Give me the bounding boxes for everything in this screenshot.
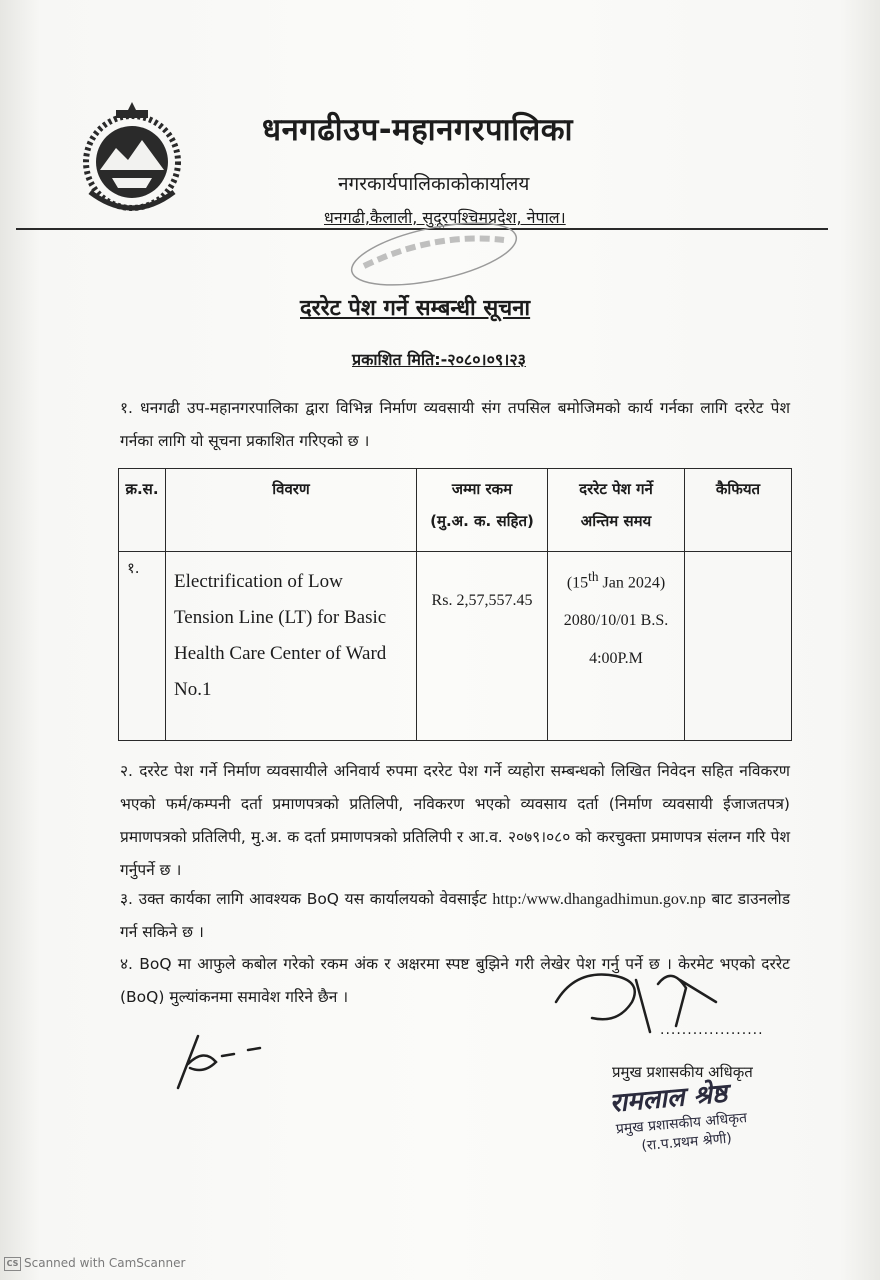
- stamp-designation: प्रमुख प्रशासकीय अधिकृत: [615, 1110, 748, 1138]
- signature-line: ...................: [660, 1022, 764, 1038]
- header-amount-line1: जम्मा रकम: [451, 480, 513, 498]
- government-emblem-icon: [76, 100, 188, 218]
- paragraph-4: ४. BoQ मा आफुले कबोल गरेको रकम अंक र अक्षरमा स्पष्ट बुझिने गरी लेखेर पेश गर्नु पर्ने छ । केरमेट भएको दररेट (BoQ) मुल्यांकनमा समावेश गरिने छैन ।: [120, 955, 790, 1006]
- header-deadline: [548, 469, 685, 552]
- header-remarks: कैफियत: [685, 469, 792, 552]
- stamp-officer-name: रामलाल श्रेष्ठ: [608, 1078, 729, 1119]
- officer-name-stamp: [608, 1068, 794, 1157]
- camscanner-logo-icon: CS: [4, 1257, 21, 1271]
- description-line: Electrification of Low: [174, 571, 343, 592]
- organization-name: धनगढीउप-महानगरपालिका: [262, 112, 574, 148]
- stamp-class: (रा.प.प्रथम श्रेणी): [640, 1130, 733, 1155]
- initial-signature-mark: [164, 1028, 274, 1094]
- office-address: धनगढी,कैलाली, सुदूरपश्चिमप्रदेश, नेपाल।: [324, 208, 566, 227]
- office-name: नगरकार्यपालिकाकोकार्यालय: [338, 173, 530, 195]
- deadline-ad: (15th Jan 2024): [566, 569, 666, 592]
- description-line: Tension Line (LT) for Basic: [174, 607, 387, 628]
- header-sn: क्र.स.: [119, 469, 166, 552]
- header-deadline-line1: दररेट पेश गर्ने: [579, 480, 653, 498]
- description-line: Health Care Center of Ward: [174, 643, 387, 664]
- tender-table: [118, 468, 792, 741]
- description-line: No.1: [174, 679, 212, 700]
- paragraph-2: २. दररेट पेश गर्ने निर्माण व्यवसायीले अनिवार्य रुपमा दररेट पेश गर्ने व्यहोरा सम्बन्धको लिखित निवेदन सहित नविकरण भएको फर्म/कम्पनी दर्ता प्रमाणपत्रको प्रतिलिपी, नविकरण भएको व्यवसाय दर्ता (निर्माण व्यवसायी ईजाजतपत्र) प्रमाणपत्रको प्रतिलिपी, मु.अ. क दर्ता प्रमाणपत्रको प्रतिलिपी र आ.व. २०७९।०८० को करचुक्ता प्रमाणपत्र संलग्न गरि पेश गर्नुपर्ने छ ।: [120, 762, 790, 879]
- cell-amount: [417, 552, 548, 741]
- cell-sn: १.: [119, 552, 166, 741]
- table-header-row: [119, 469, 792, 552]
- scanner-watermark: [4, 1256, 185, 1271]
- deadline-time: 4:00P.M: [589, 650, 643, 668]
- scanner-text: Scanned with CamScanner: [24, 1256, 186, 1270]
- header-deadline-line2: अन्तिम समय: [580, 512, 652, 530]
- deadline-bs: 2080/10/01 B.S.: [563, 612, 669, 630]
- amount-value: Rs. 2,57,557.45: [431, 592, 533, 609]
- table-row: [119, 552, 792, 741]
- cell-deadline: [548, 552, 685, 741]
- cell-description: [166, 552, 417, 741]
- boq-website-link[interactable]: http:/www.dhangadhimun.gov.np: [492, 891, 706, 908]
- office-stamp-mark: [344, 222, 524, 286]
- header-description: विवरण: [166, 469, 417, 552]
- notice-title: दररेट पेश गर्ने सम्बन्धी सूचना: [300, 296, 531, 321]
- header-amount-line2: (मु.अ. क. सहित): [430, 512, 534, 530]
- signatory-title: प्रमुख प्रशासकीय अधिकृत: [612, 1063, 753, 1081]
- paragraph-1: १. धनगढी उप-महानगरपालिका द्वारा विभिन्न निर्माण व्यवसायी संग तपसिल बमोजिमको कार्य गर्नका लागि दररेट पेश गर्नका लागि यो सूचना प्रकाशित गरिएको छ ।: [120, 399, 790, 450]
- header-amount: [417, 469, 548, 552]
- cell-remarks: [685, 552, 792, 741]
- published-date: प्रकाशित मिति:-२०८०।०९।२३: [352, 350, 526, 369]
- paragraph-3: ३. उक्त कार्यका लागि आवश्यक BoQ यस कार्यालयको वेवसाईट http:/www.dhangadhimun.gov.np बाट डाउनलोड गर्न सकिने छ ।: [120, 890, 790, 941]
